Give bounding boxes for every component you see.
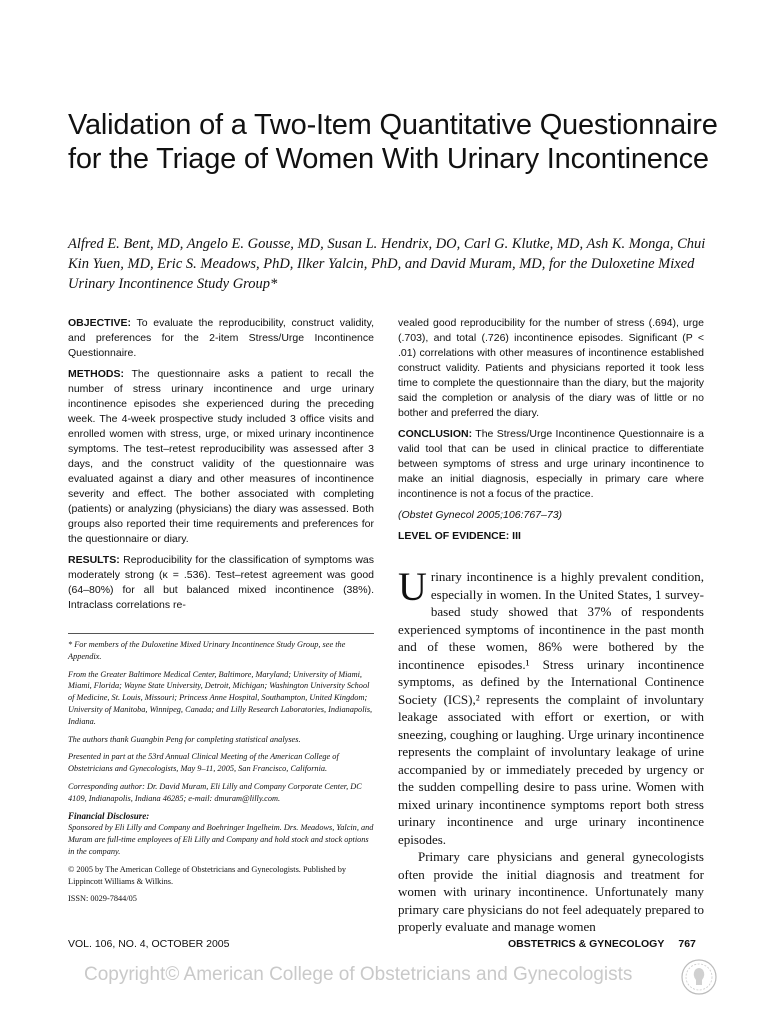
abstract-conclusion [398, 427, 704, 502]
results-text-right: vealed good reproducibility for the number of stress (.694), urge (.703), and total (.726) incontinence episodes. Significant (P < .01) correlations with other measures of incontinence established construct validity. Patients and physicians reported it took less time to complete the questionnaire than the diary, but the majority said the completion or analysis of the diary was of little or no bother and preferred the diary. [398, 317, 704, 419]
footnote-corresponding: Corresponding author: Dr. David Muram, Eli Lilly and Company Corporate Center, DC 4109, Indianapolis, Indiana 46285; e-mail: dmuram@lilly.com. [68, 781, 362, 803]
footnote-presented: Presented in part at the 53rd Annual Clinical Meeting of the American College of Obstetricians and Gynecologists, May 9–11, 2005, San Francisco, California. [68, 752, 339, 774]
abstract-methods [68, 367, 374, 547]
footnote-thanks: The authors thank Guangbin Peng for completing statistical analyses. [68, 734, 301, 744]
acog-seal-icon [680, 958, 718, 996]
body-text [398, 564, 704, 936]
conclusion-text: The Stress/Urge Incontinence Questionnaire is a valid tool that can be used in clinical practice to differentiate between symptoms of stress and urge urinary incontinence to make an initial diagnosis, especially in primary care where incontinence is not a focus of the practice. [398, 428, 704, 500]
drop-cap: U [398, 564, 427, 609]
page-number: 767 [678, 938, 696, 950]
body-paragraph-1-text: rinary incontinence is a highly prevalent condition, especially in women. In the United States, 1 survey-based study showed that 37% of respondents experienced symptoms of incontinence in the past month and of these women, 86% were bothered by the incontinence episodes.¹ Stress urinary incontinence symptoms, as defined by the International Continence Society (ICS),² represents the complaint of involuntary leakage associated with effort or exertion, or with sneezing, coughing or laughing. Urge urinary incontinence represents the complaint of involuntary leakage of urine accompanied by or immediately preceded by urgency or the sudden compelling desire to pass urine. Women with mixed urinary incontinence symptoms report both stress urinary incontinence and urge urinary incontinence episodes. [398, 569, 704, 847]
body-paragraph-2: Primary care physicians and general gynecologists often provide the initial diagnosis and treatment for women with urinary incontinence. Unfortunately many primary care physicians do not feel adequately prepared to properly evaluate and manage women [398, 849, 704, 934]
results-label: RESULTS: [68, 554, 120, 566]
objective-text: To evaluate the reproducibility, construct validity, and preferences for the 2-item Stress/Urge Incontinence Questionnaire. [68, 317, 374, 359]
footnote-disclosure: Sponsored by Eli Lilly and Company and Boehringer Ingelheim. Drs. Meadows, Yalcin, and Muram are full-time employees of Eli Lilly and Company and hold stock and stock options in the company. [68, 823, 374, 856]
methods-text: The questionnaire asks a patient to recall the number of stress urinary incontinence and urge urinary incontinence episodes she experienced during the preceding week. The 4-week prospective study included 3 office visits and enrolled women with stress, urge, or mixed urinary incontinence symptoms. The test–retest reproducibility was assessed after 3 days, and the construct validity of the questionnaire was evaluated against a diary and other measures of incontinence severity and effect. The bother associated with completing (patients) or analyzing (physicians) the diary was assessed. Both groups also reported their time requirements and preferences for the questionnaire or diary. [68, 368, 374, 545]
footnote-copyright: © 2005 by The American College of Obstetricians and Gynecologists. Published by Lippincott Williams & Wilkins. [68, 864, 347, 886]
footnote-affiliations: From the Greater Baltimore Medical Center, Baltimore, Maryland; University of Miami, Miami, Florida; Wayne State University, Detroit, Michigan; Washington University School of Medicine, St. Louis, Missouri; Princess Anne Hospital, Southampton, United Kingdom; University of Manitoba, Winnipeg, Canada; and Lilly Research Laboratories, Indianapolis, Indiana. [68, 669, 373, 726]
copyright-watermark: Copyright© American College of Obstetricians and Gynecologists [84, 964, 633, 985]
citation: (Obstet Gynecol 2005;106:767–73) [398, 509, 563, 521]
footnote-members: * For members of the Duloxetine Mixed Urinary Incontinence Study Group, see the Appendix. [68, 640, 346, 661]
abstract-objective [68, 316, 374, 361]
footnote-issn: ISSN: 0029-7844/05 [68, 894, 137, 904]
footnote-divider [68, 633, 374, 634]
footer-issue: VOL. 106, NO. 4, OCTOBER 2005 [68, 938, 230, 950]
journal-name: OBSTETRICS & GYNECOLOGY [508, 938, 665, 950]
author-list: Alfred E. Bent, MD, Angelo E. Gousse, MD, Susan L. Hendrix, DO, Carl G. Klutke, MD, Ash K. Monga, Chui Kin Yuen, MD, Eric S. Meadows, PhD, Ilker Yalcin, PhD, and David Muram, MD, for the Duloxetine Mixed Urinary Incontinence Study Group* [68, 236, 706, 292]
footnotes [68, 639, 374, 911]
article-title: Validation of a Two-Item Quantitative Questionnaire for the Triage of Women With Urinary Incontinence [68, 109, 718, 175]
abstract-results [68, 553, 374, 613]
objective-label: OBJECTIVE: [68, 317, 132, 329]
abstract-left-column [68, 316, 374, 619]
financial-disclosure-label: Financial Disclosure: [68, 810, 150, 821]
footer-journal [508, 938, 696, 950]
results-text-left: Reproducibility for the classification of symptoms was moderately strong (κ = .536). Test–retest agreement was good (64–80%) for all but balanced mixed incontinence (38%). Intraclass correlations re- [68, 554, 375, 611]
body-paragraph-1 [398, 564, 704, 848]
conclusion-label: CONCLUSION: [398, 428, 473, 440]
abstract-right-column [398, 316, 704, 550]
methods-label: METHODS: [68, 368, 124, 380]
level-of-evidence: LEVEL OF EVIDENCE: III [398, 530, 521, 542]
